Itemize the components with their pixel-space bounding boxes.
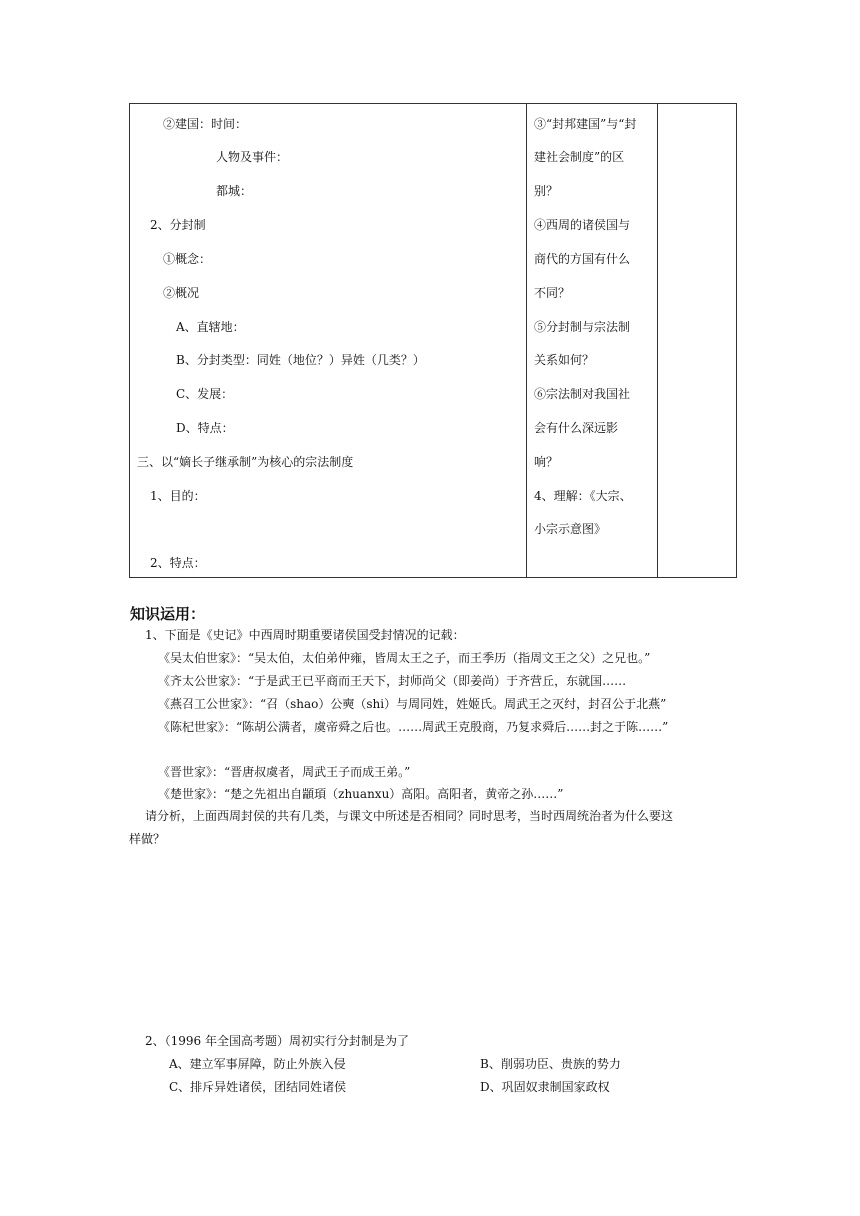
q1-quote: 《陈杞世家》：“陈胡公满者，虞帝舜之后也。……周武王克殷商，乃复求舜后……封之于陈……” xyxy=(158,720,669,734)
mid-line: ⑥宗法制对我国社 xyxy=(534,387,631,401)
q2-stem: 2、（1996 年全国高考题）周初实行分封制是为了 xyxy=(145,1034,409,1048)
mid-line: 响？ xyxy=(534,455,559,469)
left-line: D、特点： xyxy=(176,421,234,435)
q2-option-c: C、排斥异姓诸侯，团结同姓诸侯 xyxy=(169,1080,347,1094)
left-line: 三、以“嫡长子继承制”为核心的宗法制度 xyxy=(137,455,354,469)
left-line: A、直辖地： xyxy=(176,320,245,334)
q2-option-d: D、巩固奴隶制国家政权 xyxy=(480,1080,610,1094)
mid-line: ④西周的诸侯国与 xyxy=(534,218,631,232)
mid-line: 关系如何？ xyxy=(534,353,595,367)
q1-intro: 1、下面是《史记》中西周时期重要诸侯国受封情况的记载： xyxy=(145,628,465,642)
left-line: 人物及事件： xyxy=(216,150,289,164)
q2-option-a: A、建立军事屏障，防止外族入侵 xyxy=(169,1057,346,1071)
left-line: 2、特点： xyxy=(150,556,206,570)
section-heading: 知识运用： xyxy=(130,605,206,623)
mid-line: 商代的方国有什么 xyxy=(534,252,631,266)
left-line: 都城： xyxy=(216,184,253,198)
q1-quote: 《吴太伯世家》：“吴太伯，太伯弟仲雍，皆周太王之子，而王季历（指周文王之父）之兄也。” xyxy=(158,651,651,665)
table-middle-column xyxy=(527,104,657,577)
mid-line: 会有什么深远影 xyxy=(534,421,619,435)
left-line: ②概况 xyxy=(163,286,200,300)
study-table xyxy=(129,103,737,578)
left-line: C、发展： xyxy=(176,387,234,401)
mid-line: 不同？ xyxy=(534,286,571,300)
table-right-column xyxy=(658,104,738,577)
mid-line: ⑤分封制与宗法制 xyxy=(534,320,631,334)
q1-question-continued: 样做？ xyxy=(129,832,166,846)
left-line: ①概念： xyxy=(163,252,212,266)
mid-line: 小宗示意图》 xyxy=(534,522,607,536)
left-line: ②建国：时间： xyxy=(163,117,248,131)
left-line: B、分封类型：同姓（地位？）异姓（几类？） xyxy=(176,353,425,367)
left-line: 2、分封制 xyxy=(150,218,206,232)
mid-line: 4、理解：《大宗、 xyxy=(534,489,632,503)
left-line: 1、目的： xyxy=(150,489,206,503)
mid-line: 别？ xyxy=(534,184,559,198)
q1-quote: 《晋世家》：“晋唐叔虞者，周武王子而成王弟。” xyxy=(158,765,411,779)
q2-option-b: B、削弱功臣、贵族的势力 xyxy=(480,1057,621,1071)
q1-quote: 《燕召工公世家》：“召（shao）公奭（shi）与周同姓，姓姬氏。周武王之灭纣，封召公于北燕” xyxy=(158,697,667,711)
q1-quote: 《楚世家》：“楚之先祖出自顓頊（zhuanxu）高阳。高阳者，黄帝之孙……” xyxy=(158,787,564,801)
mid-line: ③“封邦建国”与“封 xyxy=(534,117,637,131)
q1-quote: 《齐太公世家》：“于是武王已平商而王天下，封师尚父（即姜尚）于齐营丘，东就国…… xyxy=(158,674,627,688)
mid-line: 建社会制度”的区 xyxy=(534,150,625,164)
table-left-column xyxy=(130,104,526,577)
q1-question: 请分析，上面西周封侯的共有几类，与课文中所述是否相同？同时思考，当时西周统治者为什么要这 xyxy=(145,809,674,823)
